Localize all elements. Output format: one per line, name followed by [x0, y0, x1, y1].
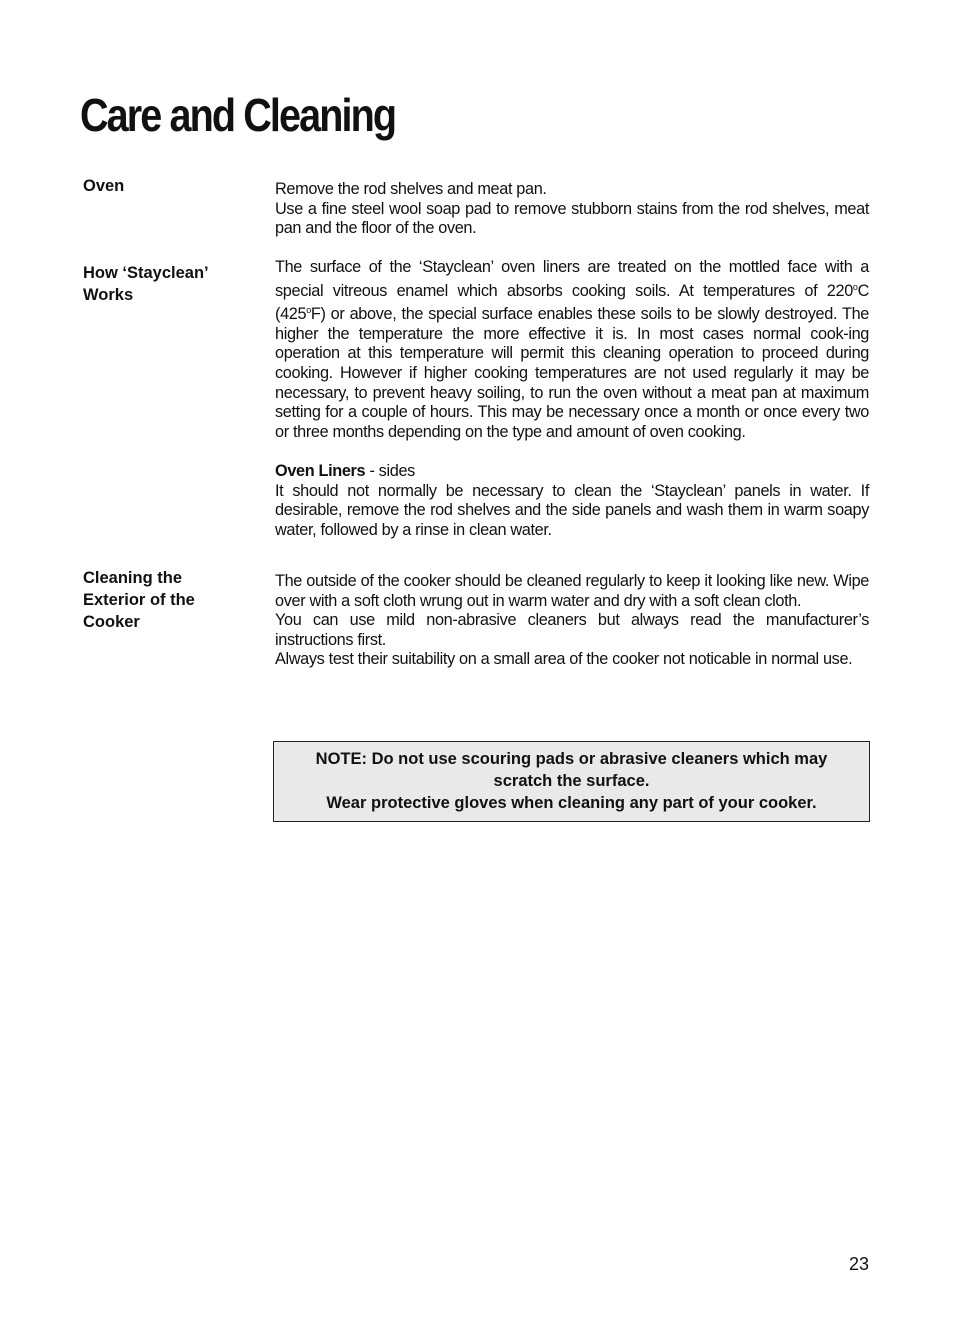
note-line-3: Wear protective gloves when cleaning any part of your cooker. — [326, 794, 817, 812]
note-line-1: NOTE: Do not use scouring pads or abrasive cleaners which may — [315, 750, 828, 768]
oven-liners-label: Oven Liners — [275, 461, 366, 480]
oven-line-2: Use a fine steel wool soap pad to remove stubborn stains from the rod shelves, meat pan and the floor of the oven. — [275, 199, 869, 238]
degree-symbol: o — [306, 305, 311, 316]
oven-liners-text: It should not normally be necessary to clean the ‘Stayclean’ panels in water. If desirable, remove the rod shelves and the side panels and wash them in warm soapy water, followed by a rinse in clean water. — [275, 481, 869, 539]
heading-exterior-line-2: Exterior of the — [83, 591, 195, 609]
oven-text — [275, 180, 869, 239]
page-title: Care and Cleaning — [80, 89, 396, 141]
stayclean-text-b: C (425 — [275, 281, 869, 324]
oven-line-1: Remove the rod shelves and meat pan. — [275, 180, 547, 198]
warning-note-box — [273, 741, 870, 822]
heading-exterior — [83, 567, 253, 633]
heading-oven-line: Oven — [83, 177, 125, 195]
exterior-line-2: You can use mild non-abrasive cleaners but always read the manufacturer’s instructions first. — [275, 611, 869, 649]
exterior-text — [275, 572, 869, 670]
heading-stayclean-line-2: Works — [83, 286, 134, 304]
exterior-line-3: Always test their suitability on a small area of the cooker not noticable in normal use. — [275, 650, 853, 669]
heading-oven — [83, 175, 253, 197]
exterior-line-1: The outside of the cooker should be cleaned regularly to keep it looking like new. Wipe over with a soft cloth wrung out in warm water and dry with a soft clean cloth. — [275, 572, 869, 610]
stayclean-text-c: F) or above, the special surface enables these soils to be slowly destroyed. The higher the temperature the more effective it is. In most cases normal cook-ing operation at this temperature will permit this cleaning operation to proceed during cooking. However if higher cooking temperatures are not used regularly it may be necessary, to prevent heavy soiling, to run the oven without a meat pan at maximum setting for a couple of hours. This may be necessary once a month or once every two or three months depending on the type and amount of oven cooking. — [275, 305, 869, 441]
oven-liners-suffix: - sides — [365, 461, 415, 480]
degree-symbol: o — [852, 281, 858, 292]
stayclean-text-a: The surface of the ‘Stayclean’ oven liners are treated on the mottled face with a special vitreous enamel which absorbs cooking soils. At temperatures of 220 — [275, 258, 869, 300]
heading-stayclean-line-1: How ‘Stayclean’ — [83, 264, 209, 282]
page-number: 23 — [849, 1254, 870, 1274]
heading-stayclean — [83, 262, 253, 306]
oven-liners-heading — [275, 462, 869, 482]
heading-exterior-line-1: Cleaning the — [83, 569, 183, 587]
note-line-2: scratch the surface. — [493, 772, 650, 790]
heading-exterior-line-3: Cooker — [83, 613, 140, 631]
stayclean-text — [275, 258, 869, 540]
stayclean-paragraph — [275, 258, 869, 442]
